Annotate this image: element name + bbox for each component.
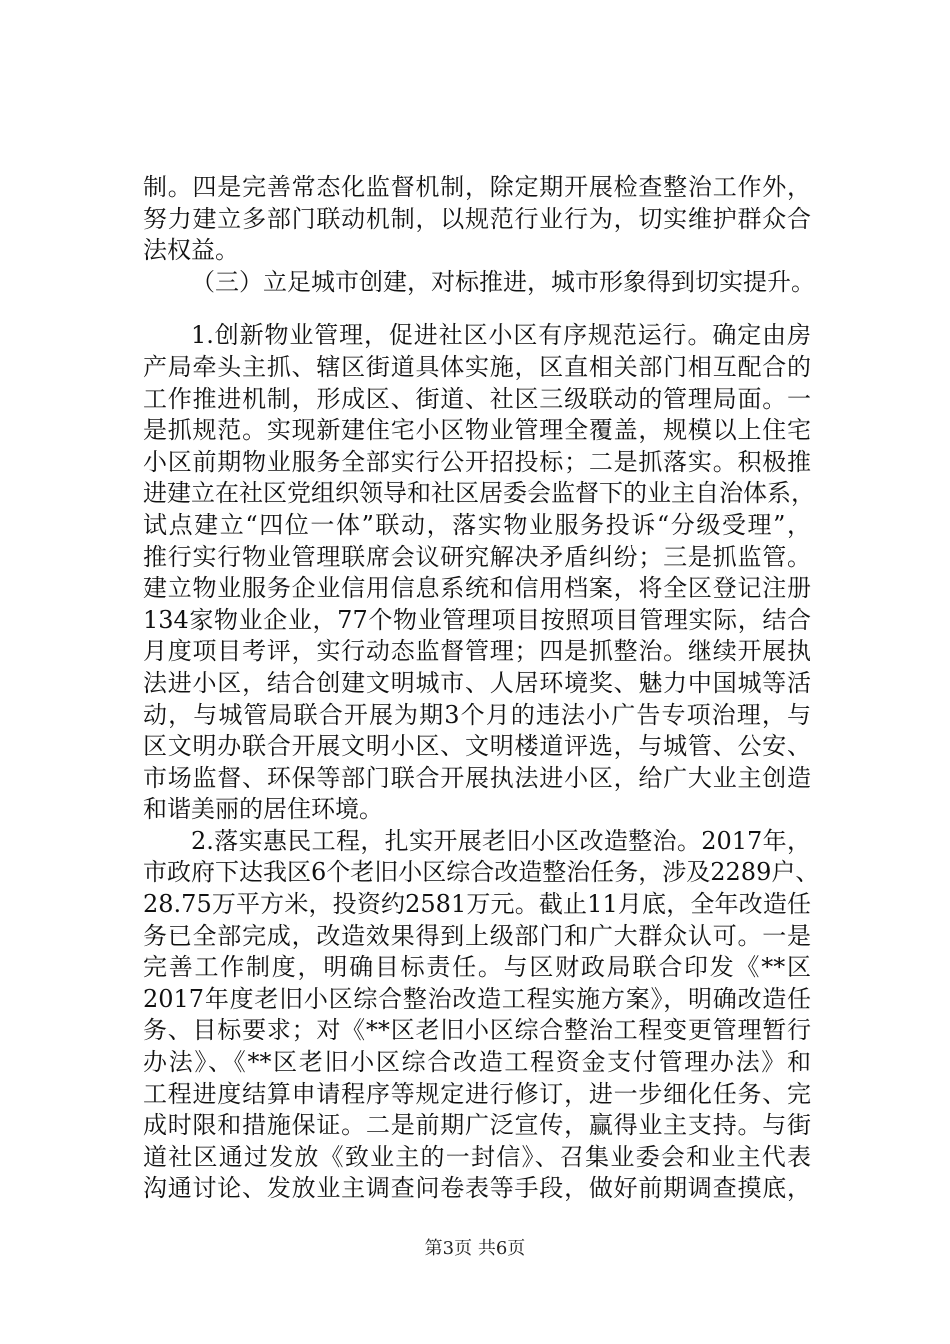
text-line: 工作推进机制，形成区、街道、社区三级联动的管理局面。一 — [143, 384, 811, 413]
text-line: 动，与城管局联合开展为期3个月的违法小广告专项治理，与 — [143, 700, 811, 729]
paragraph — [143, 320, 815, 826]
text-line: 道社区通过发放《致业主的一封信》、召集业委会和业主代表 — [143, 1142, 811, 1171]
text-line: 134家物业企业，77个物业管理项目按照项目管理实际，结合 — [143, 605, 811, 634]
text-line: （三）立足城市创建，对标推进，城市形象得到切实提升。 — [191, 267, 815, 296]
text-line: 沟通讨论、发放业主调查问卷表等手段，做好前期调查摸底， — [143, 1174, 811, 1203]
text-line: 推行实行物业管理联席会议研究解决矛盾纠纷；三是抓监管。 — [143, 542, 811, 571]
text-line: 完善工作制度，明确目标责任。与区财政局联合印发《**区 — [143, 953, 811, 982]
paragraph — [143, 826, 820, 1205]
text-line: 2017年度老旧小区综合整治改造工程实施方案》，明确改造任 — [143, 984, 811, 1013]
text-line: 28.75万平方米，投资约2581万元。截止11月底，全年改造任 — [143, 890, 811, 919]
text-line: 2.落实惠民工程，扎实开展老旧小区改造整治。2017年， — [191, 826, 811, 855]
section-heading — [143, 267, 815, 299]
page-footer: 第3页 共6页 — [424, 1238, 526, 1259]
text-line: 办法》、《**区老旧小区综合改造工程资金支付管理办法》和 — [143, 1048, 811, 1077]
text-line: 法进小区，结合创建文明城市、人居环境奖、魅力中国城等活 — [143, 668, 811, 697]
text-line: 月度项目考评，实行动态监督管理；四是抓整治。继续开展执 — [143, 637, 811, 666]
text-line: 和谐美丽的居住环境。 — [143, 795, 383, 824]
text-line: 进建立在社区党组织领导和社区居委会监督下的业主自治体系， — [143, 479, 815, 508]
paragraph-gap — [143, 298, 811, 320]
text-line: 成时限和措施保证。二是前期广泛宣传，赢得业主支持。与街 — [143, 1111, 811, 1140]
text-line: 制。四是完善常态化监督机制，除定期开展检查整治工作外， — [143, 173, 811, 201]
text-line: 法权益。 — [143, 236, 239, 265]
text-line: 市场监督、环保等部门联合开展执法进小区，给广大业主创造 — [143, 763, 811, 792]
text-line: 1.创新物业管理，促进社区小区有序规范运行。确定由房 — [191, 321, 811, 350]
text-line: 努力建立多部门联动机制，以规范行业行为，切实维护群众合 — [143, 204, 811, 233]
text-line: 小区前期物业服务全部实行公开招投标；二是抓落实。积极推 — [143, 447, 811, 476]
text-line: 是抓规范。实现新建住宅小区物业管理全覆盖，规模以上住宅 — [143, 416, 811, 445]
text-line: 产局牵头主抓、辖区街道具体实施，区直相关部门相互配合的 — [143, 352, 811, 381]
text-line: 区文明办联合开展文明小区、文明楼道评选，与城管、公安、 — [143, 732, 811, 761]
document-body — [143, 172, 820, 1205]
text-line: 工程进度结算申请程序等规定进行修订，进一步细化任务、完 — [143, 1079, 811, 1108]
text-line: 试点建立“四位一体”联动，落实物业服务投诉“分级受理”， — [143, 510, 811, 539]
text-line: 市政府下达我区6个老旧小区综合改造整治任务，涉及2289户、 — [143, 858, 820, 887]
text-line: 建立物业服务企业信用信息系统和信用档案，将全区登记注册 — [143, 574, 811, 603]
paragraph — [143, 172, 811, 267]
text-line: 务已全部完成，改造效果得到上级部门和广大群众认可。一是 — [143, 921, 811, 950]
text-line: 务、目标要求；对《**区老旧小区综合整治工程变更管理暂行 — [143, 1016, 811, 1045]
